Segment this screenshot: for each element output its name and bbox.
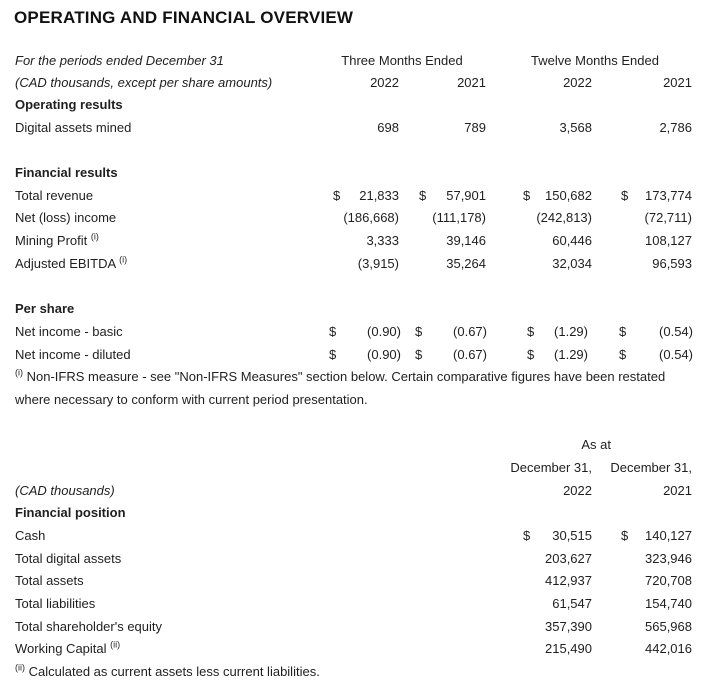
row-label: Net income - basic: [15, 324, 123, 339]
cell-value: 32,034: [552, 256, 592, 271]
row-label: Adjusted EBITDA $^{(i)}$: [15, 254, 128, 271]
table-row: [0, 231, 710, 251]
three-months-header: Three Months Ended: [341, 53, 463, 68]
row-label: Cash: [15, 528, 46, 543]
cell-value: (242,813): [536, 210, 592, 225]
date-col-2: December 31,: [610, 460, 692, 475]
cell-value: (0.90): [367, 324, 401, 339]
table-row: [0, 617, 710, 637]
cell-value: (3,915): [357, 256, 399, 271]
cell-value: 789: [464, 120, 486, 135]
as-at-header: As at: [581, 437, 611, 452]
dollar-sign: $: [619, 324, 627, 339]
cell-value: 96,593: [652, 256, 692, 271]
cell-value: 357,390: [545, 619, 592, 634]
dollar-sign: $: [415, 324, 423, 339]
footnote-mark: (ii): [110, 639, 121, 650]
year-col-3: 2022: [563, 75, 592, 90]
header-row-years: [0, 73, 710, 93]
cell-value: (0.67): [453, 324, 487, 339]
footnote-text: Non-IFRS measure - see "Non-IFRS Measures" section below. Certain comparative figures have been restated: [26, 369, 666, 384]
section-heading: [0, 95, 710, 115]
page-title: OPERATING AND FINANCIAL OVERVIEW: [14, 8, 354, 27]
dollar-sign: $: [527, 347, 535, 362]
cell-value: 442,016: [645, 641, 692, 656]
periods-label: For the periods ended December 31: [15, 53, 224, 68]
cell-value: 3,568: [559, 120, 592, 135]
units-label: (CAD thousands): [15, 483, 115, 498]
header-row-dates: [0, 458, 710, 478]
position-heading: Financial position: [15, 505, 126, 520]
row-label: Total revenue: [15, 188, 94, 203]
cell-value: 412,937: [545, 573, 592, 588]
cell-value: (111,178): [432, 210, 486, 225]
table-row: [0, 526, 710, 546]
footnote-i-cont: [15, 390, 368, 410]
operating-heading: Operating results: [15, 97, 123, 112]
row-label: Net (loss) income: [15, 210, 117, 225]
cell-value: 323,946: [645, 551, 692, 566]
cell-value: (1.29): [554, 324, 588, 339]
row-label: Digital assets mined: [15, 120, 132, 135]
table-row: [0, 186, 710, 206]
footnote-text: where necessary to conform with current period presentation.: [15, 392, 368, 407]
cell-value: 203,627: [545, 551, 592, 566]
dollar-sign: $: [415, 347, 423, 362]
cell-value: (0.90): [367, 347, 401, 362]
footnote-mark: (i): [119, 254, 128, 265]
cell-value: (1.29): [554, 347, 588, 362]
footnote-mark: (i): [15, 367, 23, 378]
year-col-2: 2021: [663, 483, 692, 498]
table-row: [0, 345, 710, 365]
row-label: Total assets: [15, 573, 84, 588]
dollar-sign: $: [329, 324, 337, 339]
row-label: Working Capital $^{(ii)}$: [15, 639, 121, 656]
footnote-ii: [15, 662, 320, 682]
dollar-sign: $: [621, 528, 629, 543]
row-label: Total shareholder's equity: [15, 619, 163, 634]
dollar-sign: $: [621, 188, 629, 203]
year-col-1: 2022: [563, 483, 592, 498]
dollar-sign: $: [329, 347, 337, 362]
cell-value: 39,146: [446, 233, 486, 248]
row-label: Net income - diluted: [15, 347, 131, 362]
table-row: [0, 594, 710, 614]
row-label: Mining Profit $^{(i)}$: [15, 231, 99, 248]
cell-value: (72,711): [644, 210, 692, 225]
cell-value: 720,708: [645, 573, 692, 588]
footnote-text: Calculated as current assets less current liabilities.: [28, 664, 320, 679]
cell-value: 2,786: [659, 120, 692, 135]
footnote-i: [15, 367, 665, 387]
year-col-4: 2021: [663, 75, 692, 90]
row-label: Total liabilities: [15, 596, 96, 611]
cell-value: 215,490: [545, 641, 592, 656]
footnote-mark: (ii): [15, 662, 25, 673]
table-row: [0, 208, 710, 228]
cell-value: 57,901: [446, 188, 486, 203]
cell-value: 173,774: [645, 188, 692, 203]
date-col-1: December 31,: [510, 460, 592, 475]
cell-value: (0.54): [659, 324, 693, 339]
cell-value: 150,682: [545, 188, 592, 203]
cell-value: (186,668): [343, 210, 399, 225]
financial-heading: Financial results: [15, 165, 118, 180]
cell-value: 154,740: [645, 596, 692, 611]
twelve-months-header: Twelve Months Ended: [531, 53, 659, 68]
cell-value: (0.67): [453, 347, 487, 362]
per-share-heading: Per share: [15, 301, 75, 316]
table-row: [0, 322, 710, 342]
cell-value: 21,833: [359, 188, 399, 203]
header-row-as-at: [0, 435, 710, 455]
dollar-sign: $: [419, 188, 427, 203]
year-col-2: 2021: [457, 75, 486, 90]
section-heading: [0, 163, 710, 183]
header-row-periods: [0, 51, 710, 71]
table-row: [0, 254, 710, 274]
table-row: [0, 118, 710, 138]
row-label: Total digital assets: [15, 551, 122, 566]
header-row-years: [0, 481, 710, 501]
year-col-1: 2022: [370, 75, 399, 90]
cell-value: 30,515: [552, 528, 592, 543]
cell-value: 108,127: [645, 233, 692, 248]
cell-value: 35,264: [446, 256, 486, 271]
dollar-sign: $: [527, 324, 535, 339]
table-row: [0, 639, 710, 659]
dollar-sign: $: [333, 188, 341, 203]
cell-value: 140,127: [645, 528, 692, 543]
dollar-sign: $: [523, 528, 531, 543]
cell-value: 698: [377, 120, 399, 135]
cell-value: 60,446: [552, 233, 592, 248]
dollar-sign: $: [523, 188, 531, 203]
cell-value: 3,333: [366, 233, 399, 248]
units-label: (CAD thousands, except per share amounts): [15, 75, 273, 90]
footnote-mark: (i): [90, 231, 99, 242]
cell-value: 61,547: [552, 596, 592, 611]
section-heading: [0, 299, 710, 319]
table-row: [0, 571, 710, 591]
cell-value: 565,968: [645, 619, 692, 634]
cell-value: (0.54): [659, 347, 693, 362]
table-row: [0, 549, 710, 569]
dollar-sign: $: [619, 347, 627, 362]
section-heading: [0, 503, 710, 523]
